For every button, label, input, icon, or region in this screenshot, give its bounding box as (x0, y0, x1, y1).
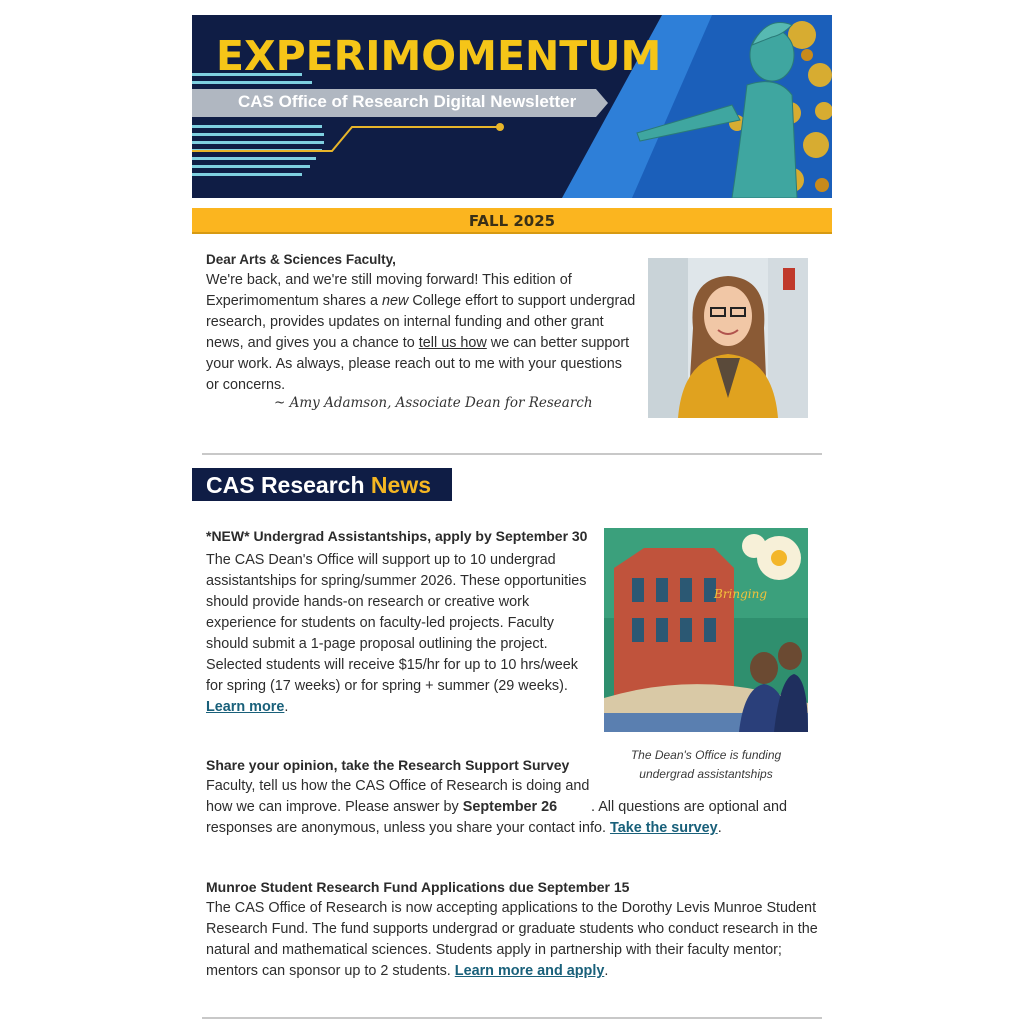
deadline-date: September 26 (462, 799, 558, 815)
divider (202, 453, 822, 455)
learn-more-link[interactable]: Learn more (206, 699, 285, 715)
greeting: Dear Arts & Sciences Faculty, (206, 252, 396, 267)
header-banner (192, 15, 832, 198)
season-bar (192, 208, 832, 234)
newsletter-title: EXPERIMOMENTUM (216, 32, 662, 80)
newsletter (192, 15, 832, 979)
intro-body (206, 270, 638, 396)
section-title-highlight: News (370, 472, 432, 498)
divider (202, 1017, 822, 1019)
section-title-main: CAS Research (206, 472, 371, 498)
news-title: *NEW* Undergrad Assistantships, apply by September 30 (206, 528, 588, 544)
news-body-text: Faculty, tell us how the CAS Office of Research is doing and how we can improve. Please answer by (206, 778, 590, 815)
news-body (206, 550, 592, 718)
tell-us-how-link[interactable]: tell us how (418, 335, 487, 351)
news-body-text: The CAS Office of Research is now accepting applications to the Dorothy Levis Munroe Student Research Fund. The fund supports undergrad or graduate students who conduct research in the natural and mathematical sciences. Students apply in partnership with their faculty mentor; mentors can sponsor up to 2 students. (206, 900, 818, 979)
signature: ~ Amy Adamson, Associate Dean for Research (274, 395, 593, 411)
intro-new-word: new (381, 293, 409, 309)
news-body (206, 776, 816, 839)
section-header (192, 468, 452, 501)
news-item-assistantships (206, 523, 592, 718)
news-punct: . (284, 699, 289, 715)
news-item-survey (206, 755, 816, 839)
news-punct: . (717, 820, 722, 836)
intro-text-3: we can better support your work. As always, please reach out to me with your questions or concerns. (206, 335, 630, 393)
intro-text-2: College effort to support undergrad research, provides updates on internal funding and other grant news, and gives you a chance to (206, 293, 636, 351)
news-punct: . (604, 963, 609, 979)
section-title (206, 472, 431, 499)
news-body-text: . All questions are optional and responses are anonymous, unless you share your contact info. (206, 799, 788, 836)
newsletter-subtitle: CAS Office of Research Digital Newsletter (238, 92, 577, 111)
news-item-munroe (206, 877, 821, 982)
season-label: FALL 2025 (468, 212, 556, 230)
svg-text:Bringing: Bringing (714, 587, 768, 601)
dean-portrait (648, 258, 808, 418)
news-title: Munroe Student Research Fund Applications due September 15 (206, 879, 630, 895)
intro-text-1: We're back, and we're still moving forward! This edition of Experimomentum shares a (206, 272, 572, 309)
mural-image (604, 528, 808, 732)
image-caption: The Dean's Office is funding undergrad assistantships (630, 748, 782, 781)
take-survey-link[interactable]: Take the survey (609, 820, 718, 836)
news-body-text: The CAS Dean's Office will support up to 10 undergrad assistantships for spring/summer 2026. These opportunities should provide hands-on research or creative work experience for students on faculty-led projects. Faculty should submit a 1-page proposal outlining the project. Selected students will receive $15/hr for up to 10 hrs/week for spring (17 weeks) or for spring + summer (29 weeks). (206, 552, 587, 694)
news-body (206, 898, 821, 982)
news-title: Share your opinion, take the Research Support Survey (206, 757, 570, 773)
intro-letter (206, 249, 638, 396)
learn-more-apply-link[interactable]: Learn more and apply (454, 963, 605, 979)
